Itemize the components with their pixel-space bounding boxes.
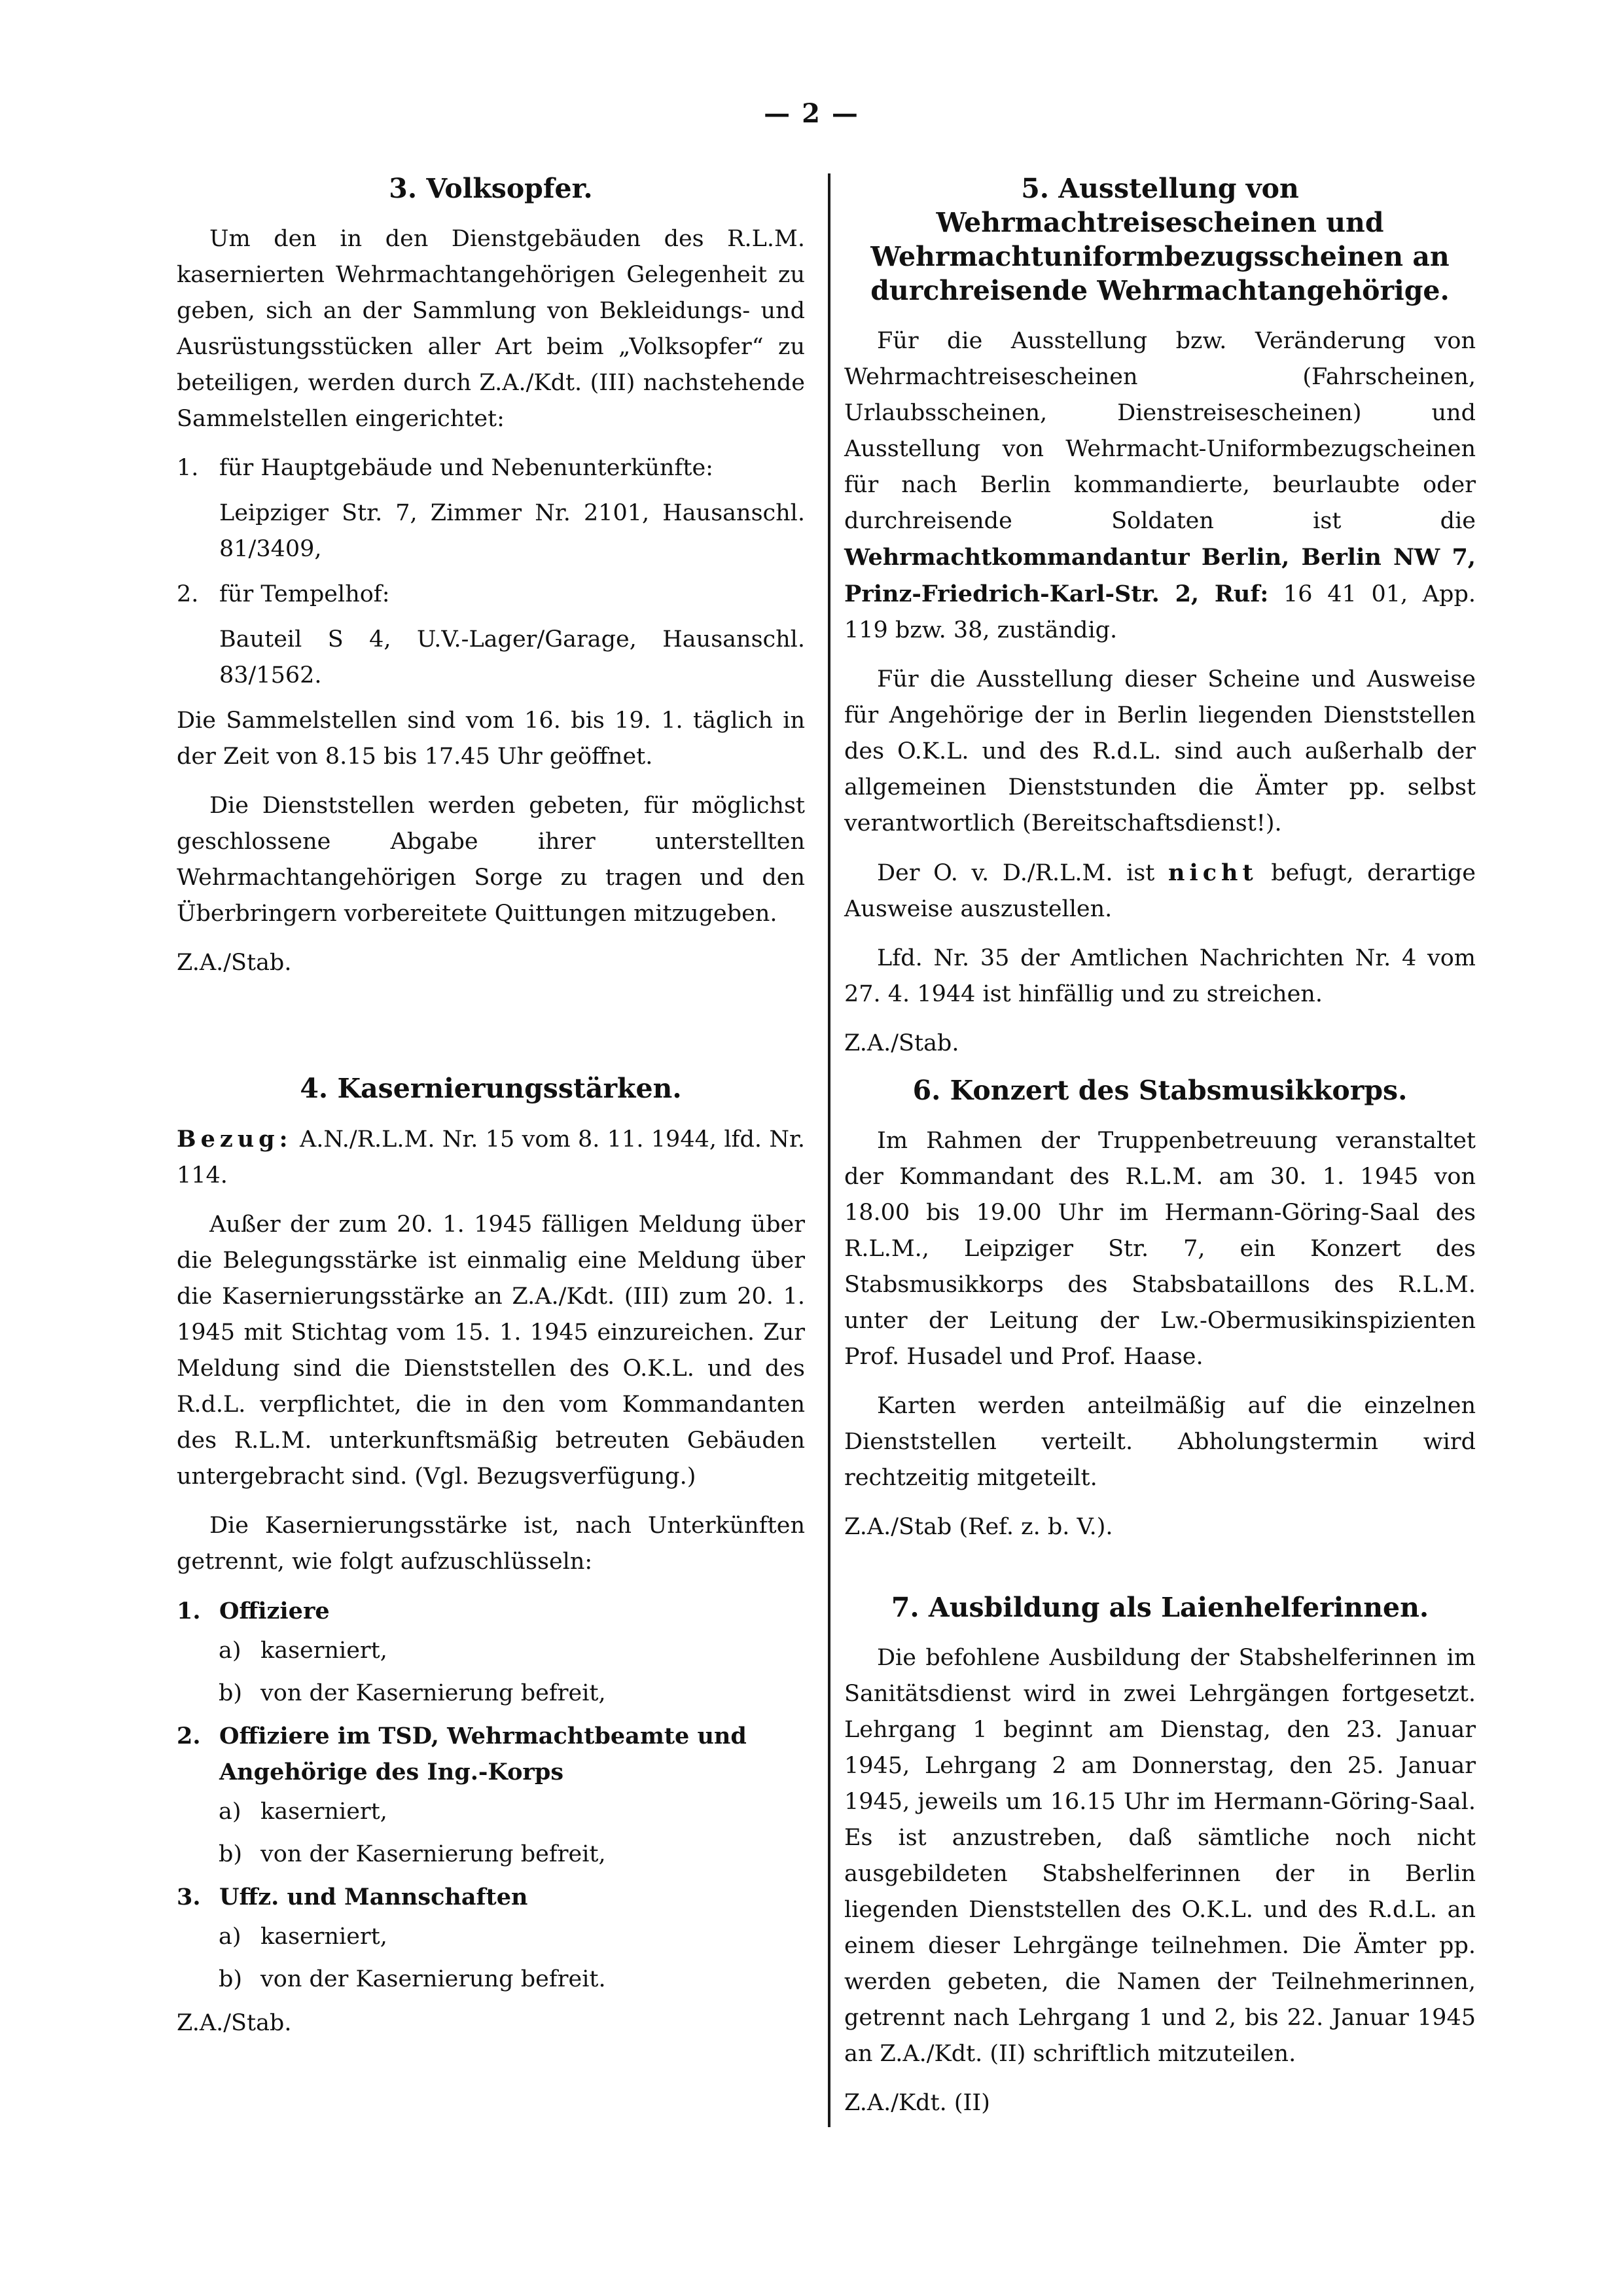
paragraph	[844, 855, 1476, 927]
list-label: Offiziere im TSD, Wehrmachtbeamte und Angehörige des Ing.-Korps	[219, 1723, 747, 1785]
list-number: 1.	[177, 455, 199, 481]
section-title: 5. Ausstellung von Wehrmachtreisescheinen und Wehrmachtuniformbezugsscheinen an durchreisende Wehrmachtangehörige.	[870, 173, 1450, 306]
sub-item	[177, 1676, 805, 1712]
emphasis-text: nicht	[1168, 859, 1258, 886]
section-title: 3. Volksopfer.	[389, 173, 593, 204]
section-konzert	[844, 1073, 1476, 1545]
section-title: 4. Kasernierungsstärken.	[300, 1073, 682, 1104]
sub-letter: a)	[219, 1924, 241, 1950]
paragraph-text: Für die Ausstellung bzw. Veränderung von Wehrmachtreisescheinen (Fahrscheinen, Urlaubsscheinen, Dienstreisescheinen) und Ausstellung von Wehrmacht-Uniformbezugscheinen für nach Berlin kommandierte, beurlaubte oder durchreisende Soldaten ist die	[844, 328, 1476, 534]
section-volksopfer	[177, 171, 805, 981]
signature: Z.A./Stab (Ref. z. b. V.).	[844, 1514, 1113, 1540]
address-bold: Wehrmachtkommandantur Berlin, Berlin NW 7, Prinz-Friedrich-Karl-Str. 2, Ruf:	[844, 544, 1476, 607]
section-title: 7. Ausbildung als Laienhelferinnen.	[891, 1592, 1429, 1623]
column-divider	[828, 173, 830, 2127]
section-laienhelferinnen	[844, 1590, 1476, 2121]
list-item	[177, 577, 805, 613]
list-number: 2.	[177, 581, 199, 607]
list-item	[177, 1718, 805, 1790]
paragraph: Im Rahmen der Truppenbetreuung veranstaltet der Kommandant des R.L.M. am 30. 1. 1945 von 18.00 bis 19.00 Uhr im Hermann-Göring-Saal des R.L.M., Leipziger Str. 7, ein Konzert des Stabsmusikkorps des Stabsbataillons des R.L.M. unter der Leitung der Lw.-Obermusikinspizienten Prof. Husadel und Prof. Haase.	[844, 1128, 1476, 1370]
sub-item	[177, 1919, 805, 1955]
reference	[177, 1121, 805, 1194]
paragraph-text: befugt, derartige Ausweise auszustellen.	[844, 860, 1476, 922]
paragraph: Außer der zum 20. 1. 1945 fälligen Meldung über die Belegungsstärke ist einmalig eine Meldung über die Kasernierungsstärke an Z.A./Kdt. (III) zum 20. 1. 1945 mit Stichtag vom 15. 1. 1945 einzureichen. Zur Meldung sind die Dienststellen des O.K.L. und des R.d.L. verpflichtet, die in den vom Kommandanten des R.L.M. unterkunftsmäßig betreuten Gebäuden untergebracht sind. (Vgl. Bezugsverfügung.)	[177, 1211, 805, 1490]
sub-item	[177, 1837, 805, 1873]
paragraph: Die Sammelstellen sind vom 16. bis 19. 1. täglich in der Zeit von 8.15 bis 17.45 Uhr geöffnet.	[177, 708, 805, 770]
signature: Z.A./Stab.	[844, 1030, 959, 1056]
sub-letter: b)	[219, 1841, 243, 1867]
sub-text: von der Kasernierung befreit,	[260, 1680, 606, 1706]
list-item	[177, 1879, 805, 1915]
paragraph: Für die Ausstellung dieser Scheine und Ausweise für Angehörige der in Berlin liegenden Dienststellen des O.K.L. und des R.d.L. sind auch außerhalb der allgemeinen Dienststunden die Ämter pp. selbst verantwortlich (Bereitschaftsdienst!).	[844, 666, 1476, 836]
list-item	[177, 1593, 805, 1629]
list-label: Offiziere	[219, 1598, 330, 1624]
paragraph: Die Dienststellen werden gebeten, für möglichst geschlossene Abgabe ihrer unterstellten Wehrmachtangehörigen Sorge zu tragen und den Überbringern vorbereitete Quittungen mitzugeben.	[177, 793, 805, 927]
sub-letter: b)	[219, 1680, 243, 1706]
section-kasernierungsstaerken	[177, 1071, 805, 2041]
paragraph: Karten werden anteilmäßig auf die einzelnen Dienststellen verteilt. Abholungstermin wird rechtzeitig mitgeteilt.	[844, 1393, 1476, 1491]
list-label: für Tempelhof:	[219, 581, 390, 607]
paragraph: Die befohlene Ausbildung der Stabshelferinnen im Sanitätsdienst wird in zwei Lehrgängen fortgesetzt. Lehrgang 1 beginnt am Dienstag, den 23. Januar 1945, Lehrgang 2 am Donnerstag, den 25. Januar 1945, jeweils um 16.15 Uhr im Hermann-Göring-Saal. Es ist anzustreben, daß sämtliche noch nicht ausgebildeten Stabshelferinnen der in Berlin liegenden Dienststellen des O.K.L. und des R.d.L. an einem dieser Lehrgänge teilnehmen. Die Ämter pp. werden gebeten, die Namen der Teilnehmerinnen, getrennt nach Lehrgang 1 und 2, bis 22. Januar 1945 an Z.A./Kdt. (II) schriftlich mitzuteilen.	[844, 1645, 1476, 2067]
signature: Z.A./Stab.	[177, 2010, 292, 2036]
sub-item	[177, 1633, 805, 1669]
list-detail: Bauteil S 4, U.V.-Lager/Garage, Hausanschl. 83/1562.	[219, 626, 805, 689]
section-wehrmachtreisescheine	[844, 171, 1476, 1062]
sub-text: von der Kasernierung befreit,	[260, 1841, 606, 1867]
reference-label: Bezug:	[177, 1126, 293, 1153]
section-title: 6. Konzert des Stabsmusikkorps.	[912, 1075, 1408, 1106]
list-number: 1.	[177, 1598, 201, 1624]
paragraph: Lfd. Nr. 35 der Amtlichen Nachrichten Nr. 4 vom 27. 4. 1944 ist hinfällig und zu streichen.	[844, 945, 1476, 1007]
page-number: — 2 —	[764, 98, 859, 129]
sub-text: kaserniert,	[260, 1799, 387, 1825]
list-label: für Hauptgebäude und Nebenunterkünfte:	[219, 455, 713, 481]
list-detail: Leipziger Str. 7, Zimmer Nr. 2101, Hausanschl. 81/3409,	[219, 500, 805, 562]
list-number: 3.	[177, 1884, 201, 1910]
paragraph: Die Kasernierungsstärke ist, nach Unterkünften getrennt, wie folgt aufzuschlüsseln:	[177, 1513, 805, 1575]
list-number: 2.	[177, 1723, 201, 1749]
paragraph	[844, 323, 1476, 649]
paragraph-text: Der O. v. D./R.L.M. ist	[877, 860, 1155, 886]
sub-item	[177, 1962, 805, 1998]
sub-text: von der Kasernierung befreit.	[260, 1966, 606, 1992]
sub-letter: a)	[219, 1799, 241, 1825]
sub-text: kaserniert,	[260, 1924, 387, 1950]
reference-text: A.N./R.L.M. Nr. 15 vom 8. 11. 1944, lfd. Nr. 114.	[177, 1126, 805, 1189]
paragraph: Um den in den Dienstgebäuden des R.L.M. kasernierten Wehrmachtangehörigen Gelegenheit zu geben, sich an der Sammlung von Bekleidungs- und Ausrüstungsstücken aller Art beim „Volksopfer“ zu beteiligen, werden durch Z.A./Kdt. (III) nachstehende Sammelstellen eingerichtet:	[177, 226, 805, 432]
list-label: Uffz. und Mannschaften	[219, 1884, 528, 1910]
sub-letter: b)	[219, 1966, 243, 1992]
sub-item	[177, 1794, 805, 1830]
signature: Z.A./Kdt. (II)	[844, 2090, 990, 2116]
sub-letter: a)	[219, 1638, 241, 1664]
signature: Z.A./Stab.	[177, 950, 292, 976]
list-item	[177, 450, 805, 486]
paragraph-text: 16 41 01, App. 119 bzw. 38, zuständig.	[844, 581, 1476, 643]
sub-text: kaserniert,	[260, 1638, 387, 1664]
